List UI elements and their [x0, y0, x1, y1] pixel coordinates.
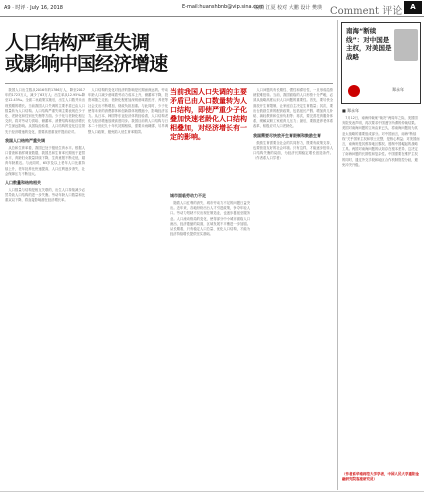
headline-line-2: 或影响中国经济增速: [5, 53, 168, 75]
sidebar-title-box: [341, 22, 421, 104]
sidebar-column: [337, 20, 423, 490]
article-column-2: [88, 88, 168, 488]
section-title: Comment 评论: [330, 6, 403, 17]
body-text: 从总和生育率看，我国已处于极低生育水平。根据人口普查和抽样调查数据，我国总和生育率长期低于更替水平，育龄妇女数量持续下降，生育意愿不断走低，婚育年龄推迟。与此同时，65岁及以上老年人口比重持续上升，老年抚养比快速提高，人口红利逐步消失，社会保障压力不断加大。: [5, 145, 85, 176]
body-text: 人口结构的变化对经济的影响是长期而深远的。劳动年龄人口减少意味着劳动力成本上升，储蓄率下降，投资率随之走低；老龄化程度加深则意味着医疗、养老等社会支出不断增加，财政负担加重。与此同时，少子化使得未来的消费群体和创新群体规模缩小，影响经济活力。从日本、韩国等东亚经济体的经验看，人口结构老化与经济增速放缓高度同步。我国目前的人口结构与日本二十世纪九十年代初期相似，需要未雨绸缪，尽早调整人口政策，避免陷入低生育率陷阱。: [88, 88, 168, 134]
body-text: 7月12日，南海仲裁案“裁决”两周年之际，美国国务院发表声明，再次要求中国遵守所谓的仲裁结果。美国对南海问题的立场由来已久，将南海问题视为其亚太战略的重要组成部分。对中国而言，南海“断续线”关乎国家主权和领土完整，是核心利益；对美国而言，南海则是其维持地区霸权、遏制中国崛起的战略工具。两国对南海问题的认知存在根本差异，这决定了南海问题的长期性和复杂性。中国需要在维护主权的同时，通过外交手段和地区合作机制管控分歧，避免冲突升级。: [342, 116, 420, 167]
page-header: [0, 0, 424, 17]
article-column-4: [253, 88, 333, 488]
article-headline: [5, 33, 167, 75]
body-text: 我国人口出生数从2016年的1786万人，降至2017年的1723万人，减少了63万人；出生率从12.95‰降至12.43‰。全面二孩政策实施后，出生人口数并未出现预期的增长。当前我国人口失调的主要矛盾已由人口数量转为人口结构。人口结构严重失调主要表现在少子化、老龄化和性别比失衡等方面。少子化与老龄化相互交织，将对劳动力供给、储蓄率、消费结构和经济增长产生深远影响。从国际经验看，人口结构的变化往往领先于经济增速的变化，需要高度重视并提前应对。: [5, 88, 85, 134]
sidebar-title: 南海“断续线”：对中国是主权，对美国是战略: [346, 27, 392, 61]
body-text: 鼓励生育需要全社会的共同努力，既要有政策支持，也要营造友好的社会环境。只有这样，才能逐步扭转人口结构失衡的局面，为经济长期稳定增长创造条件。（作者系人口学者）: [253, 140, 333, 161]
email-address[interactable]: E-mail:huanshbnb@vip.sina.com: [182, 4, 264, 10]
body-text: 人口问题具有长期性、惯性和滞后性，一旦形成趋势就很难扭转。当前，我国面临的人口形势十分严峻，必须从战略高度认识人口问题的重要性。首先，要尽快全面放开生育限制，让家庭自主决定生育数量；其次，要出台鼓励生育的配套政策，包括延长产假、增加育儿补贴、减轻教育和住房负担等；再次，要完善托育服务体系，缓解双职工家庭育儿压力；最后，要推进养老体系改革，积极应对人口老龄化。: [253, 88, 333, 129]
sidebar-body: [342, 116, 420, 486]
author-name: 郑永年: [392, 87, 404, 92]
logo-icon: A: [404, 1, 422, 14]
subheading: 人口数量和结构相关: [5, 180, 41, 186]
article-column-1: [5, 88, 85, 488]
subheading: 城市面临劳动力不足: [170, 193, 206, 198]
sidebar-byline: ■ 郑永年: [342, 108, 360, 113]
divider: [5, 83, 333, 84]
article-column-3: [170, 190, 250, 488]
pull-quote: 当前我国人口失调的主要矛盾已由人口数量转为人口结构，即使严重少子化叠加快速老龄化人口结构相叠加，对经济增长有一定的影响。: [170, 88, 247, 141]
headline-line-1: 人口结构严重失调: [5, 32, 150, 54]
subheading: 我国人口结构严重失调: [5, 137, 45, 143]
subheading: 我国需要尽快放开生育限制和鼓励生育: [253, 132, 321, 138]
body-text: 随着人口红利的消失，城市劳动力不足的问题日益突出。近年来，各地纷纷出台人才引进政策，争夺年轻人口。劳动力短缺不仅出现在制造业，也逐步蔓延至服务业。人口流动格局的变化，使得部分中小城市面临人口流出、经济萎缩的局面，区域发展不平衡进一步加剧。从长期看，只有稳定人口总量、优化人口结构，才能为经济持续增长提供坚实基础。: [170, 201, 250, 237]
editor-credits: 编辑 江夏 校对 大鹏 设计 樊瑛: [254, 5, 322, 11]
body-text: 人口数量与结构是相互关联的，出生人口持续减少必然导致人口结构的进一步失衡。劳动年龄人口数量和比重双双下降，将直接影响潜在经济增长率。: [5, 188, 85, 203]
page-info: A9 · 时评 · July 16, 2018: [4, 5, 63, 11]
author-note: （作者系华南师范大学学者，中国人民大学重阳金融研究院客座研究员）: [342, 472, 419, 481]
columnist-icon: [348, 85, 360, 97]
author-photo: [394, 29, 418, 61]
